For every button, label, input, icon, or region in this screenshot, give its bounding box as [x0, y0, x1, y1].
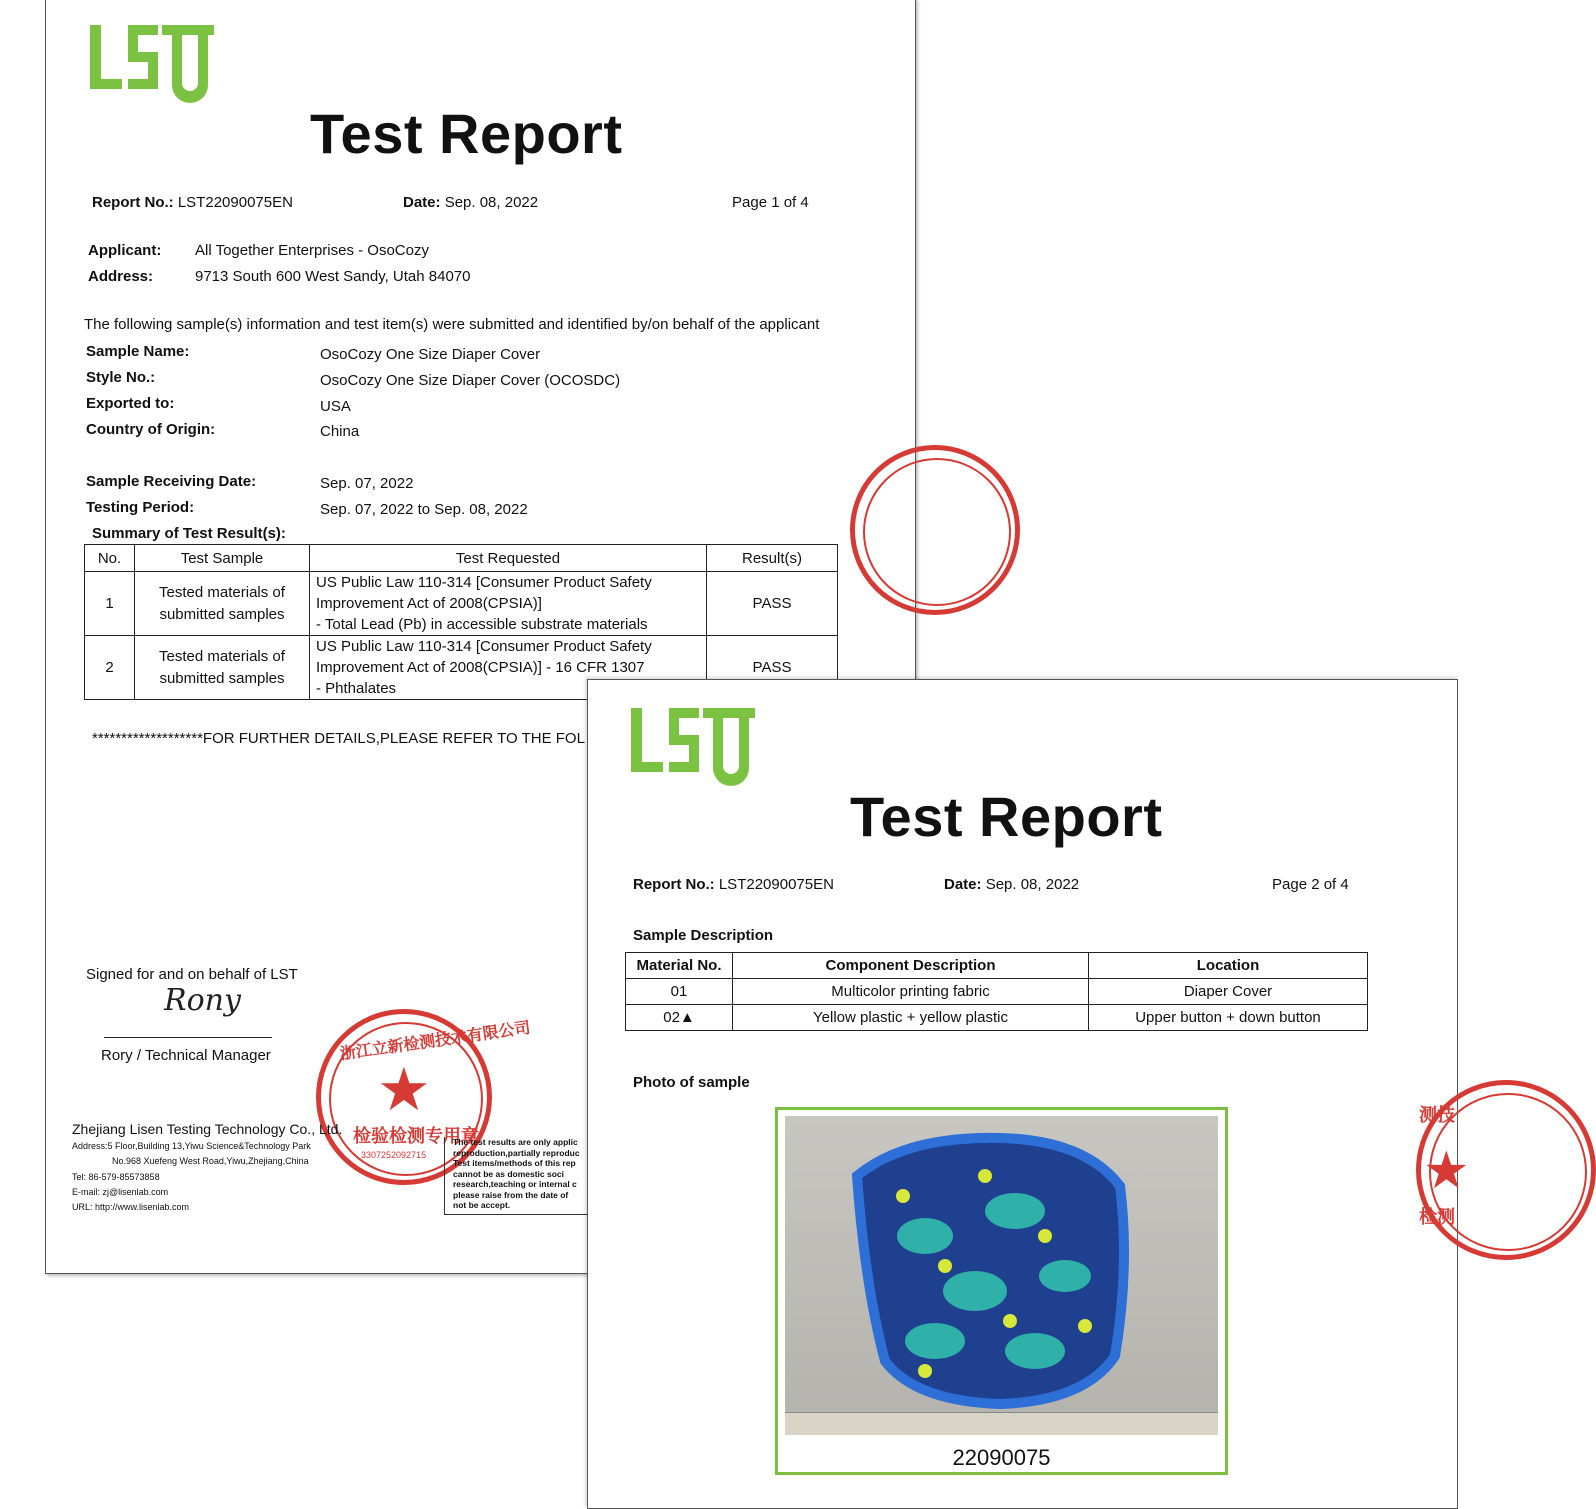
report-date	[944, 876, 1079, 893]
row-sample-line: Tested materials of	[159, 647, 285, 665]
disclaimer-line: The test results are only applic	[453, 1137, 578, 1147]
sample-description-label: Sample Description	[633, 927, 774, 944]
disclaimer-line: reproduction,partially reproduc	[453, 1147, 580, 1158]
diaper-cover-image	[785, 1116, 1218, 1434]
row-requested	[310, 572, 707, 636]
stamp-star-icon: ★	[377, 1056, 431, 1123]
page-number: Page 2 of 4	[1272, 876, 1349, 893]
period-value: Sep. 07, 2022 to Sep. 08, 2022	[320, 501, 528, 518]
exported-label: Exported to:	[86, 395, 175, 412]
report-no-label: Report No.:	[633, 876, 715, 893]
report-page-2	[587, 679, 1470, 1509]
company-tel: Tel: 86-579-85573858	[72, 1172, 160, 1182]
stamp-text: 测技	[1419, 1105, 1455, 1125]
sample-photo	[785, 1116, 1218, 1434]
report-date	[403, 194, 538, 211]
address-value: 9713 South 600 West Sandy, Utah 84070	[195, 268, 471, 285]
receiving-label: Sample Receiving Date:	[86, 473, 257, 490]
row-requested-line: - Phthalates	[316, 680, 397, 697]
row-requested-line: Improvement Act of 2008(CPSIA)]	[316, 595, 542, 612]
row-requested-line: US Public Law 110-314 [Consumer Product Safety	[316, 638, 652, 655]
stamp-bottom-text: 检测	[1419, 1207, 1455, 1227]
company-url: URL: http://www.lisenlab.com	[72, 1202, 190, 1212]
style-no-value: OsoCozy One Size Diaper Cover (OCOSDC)	[320, 372, 621, 389]
signer-name: Rory / Technical Manager	[101, 1047, 271, 1064]
report-title: Test Report	[310, 102, 623, 165]
sample-name-value: OsoCozy One Size Diaper Cover	[320, 346, 541, 363]
row-location: Diaper Cover	[1089, 979, 1368, 1005]
row-description: Multicolor printing fabric	[733, 979, 1089, 1005]
row-sample	[135, 572, 310, 636]
row-requested-line: Improvement Act of 2008(CPSIA)] - 16 CFR 1307	[316, 659, 645, 676]
sample-photo-frame	[775, 1107, 1228, 1475]
stamp-star-icon: ★	[1423, 1142, 1470, 1200]
disclaimer-line: not be accept.	[453, 1200, 511, 1210]
disclaimer-line: research,teaching or internal c	[453, 1179, 577, 1189]
lst-logo	[631, 708, 757, 782]
header-location: Location	[1089, 953, 1368, 979]
edge-stamp	[850, 445, 1020, 615]
row-sample-line: submitted samples	[159, 669, 285, 687]
ruler	[785, 1412, 1218, 1435]
disclaimer-line: Test items/methods of this rep	[453, 1158, 576, 1168]
row-no: 2	[85, 636, 135, 700]
row-sample-line: Tested materials of	[159, 583, 285, 601]
date-label: Date:	[944, 876, 982, 893]
report-title: Test Report	[850, 785, 1163, 848]
date-label: Date:	[403, 194, 441, 211]
intro-text: The following sample(s) information and test item(s) were submitted and identified by/on behalf of the applicant	[84, 316, 820, 333]
table-row	[626, 1005, 1368, 1031]
disclaimer-line: cannot be as domestic soci	[453, 1168, 565, 1179]
signed-for: Signed for and on behalf of LST	[86, 966, 298, 983]
origin-value: China	[320, 423, 360, 440]
company-email: E-mail: zj@lisenlab.com	[72, 1187, 169, 1197]
receiving-value: Sep. 07, 2022	[320, 475, 414, 492]
row-sample-line: submitted samples	[159, 605, 285, 623]
date-value: Sep. 08, 2022	[985, 876, 1080, 893]
company-address-1: Address:5 Floor,Building 13,Yiwu Science&Technology Park	[72, 1141, 311, 1151]
report-no	[92, 194, 293, 211]
report-no	[633, 876, 834, 893]
report-no-label: Report No.:	[92, 194, 174, 211]
header-material-no: Material No.	[626, 953, 733, 979]
header-results: Result(s)	[707, 545, 838, 572]
row-result: PASS	[707, 572, 838, 636]
summary-label: Summary of Test Result(s):	[92, 525, 286, 542]
date-value: Sep. 08, 2022	[444, 194, 539, 211]
header-test-requested: Test Requested	[310, 545, 707, 572]
header-component-description: Component Description	[733, 953, 1089, 979]
address-label: Address:	[88, 268, 154, 285]
period-label: Testing Period:	[86, 499, 195, 516]
signature: Rony	[164, 983, 241, 1018]
lst-logo	[90, 25, 216, 99]
photo-label: Photo of sample	[633, 1074, 750, 1091]
stamp-bottom-text: 检验检测专用章	[353, 1126, 479, 1146]
company-address-2: No.968 Xuefeng West Road,Yiwu,Zhejiang,China	[112, 1156, 309, 1166]
report-no-value: LST22090075EN	[718, 876, 834, 893]
header-no: No.	[85, 545, 135, 572]
table-row	[626, 979, 1368, 1005]
row-requested-line: US Public Law 110-314 [Consumer Product Safety	[316, 574, 652, 591]
row-material-no: 01	[626, 979, 733, 1005]
disclaimer-line: please raise from the date of	[453, 1189, 569, 1200]
row-sample	[135, 636, 310, 700]
row-description: Yellow plastic + yellow plastic	[733, 1005, 1089, 1031]
row-result: PASS	[707, 636, 838, 700]
applicant-label: Applicant:	[88, 242, 162, 259]
style-no-label: Style No.:	[86, 369, 156, 386]
row-material-no: 02▲	[626, 1005, 733, 1031]
photo-caption: 22090075	[952, 1445, 1051, 1470]
signature-line	[104, 1037, 272, 1038]
table-header-row	[85, 545, 838, 572]
row-no: 1	[85, 572, 135, 636]
table-row	[85, 572, 838, 636]
further-details: *******************FOR FURTHER DETAILS,PLEASE REFER TO THE FOL	[92, 730, 585, 747]
row-requested-line: - Total Lead (Pb) in accessible substrate materials	[316, 616, 648, 633]
header-test-sample: Test Sample	[135, 545, 310, 572]
sample-description-table	[625, 952, 1368, 1031]
summary-table	[84, 544, 838, 700]
exported-value: USA	[320, 398, 351, 415]
page-number: Page 1 of 4	[732, 194, 809, 211]
company-name: Zhejiang Lisen Testing Technology Co., Ltd.	[72, 1121, 343, 1137]
stamp-text: 浙江立新检测技术有限公司	[339, 1019, 532, 1064]
stamp-number: 3307252092715	[361, 1150, 427, 1160]
report-no-value: LST22090075EN	[177, 194, 293, 211]
origin-label: Country of Origin:	[86, 421, 216, 438]
applicant-value: All Together Enterprises - OsoCozy	[195, 242, 429, 259]
row-location: Upper button + down button	[1089, 1005, 1368, 1031]
table-header-row	[626, 953, 1368, 979]
sample-name-label: Sample Name:	[86, 343, 190, 360]
edge-stamp	[1416, 1080, 1596, 1260]
